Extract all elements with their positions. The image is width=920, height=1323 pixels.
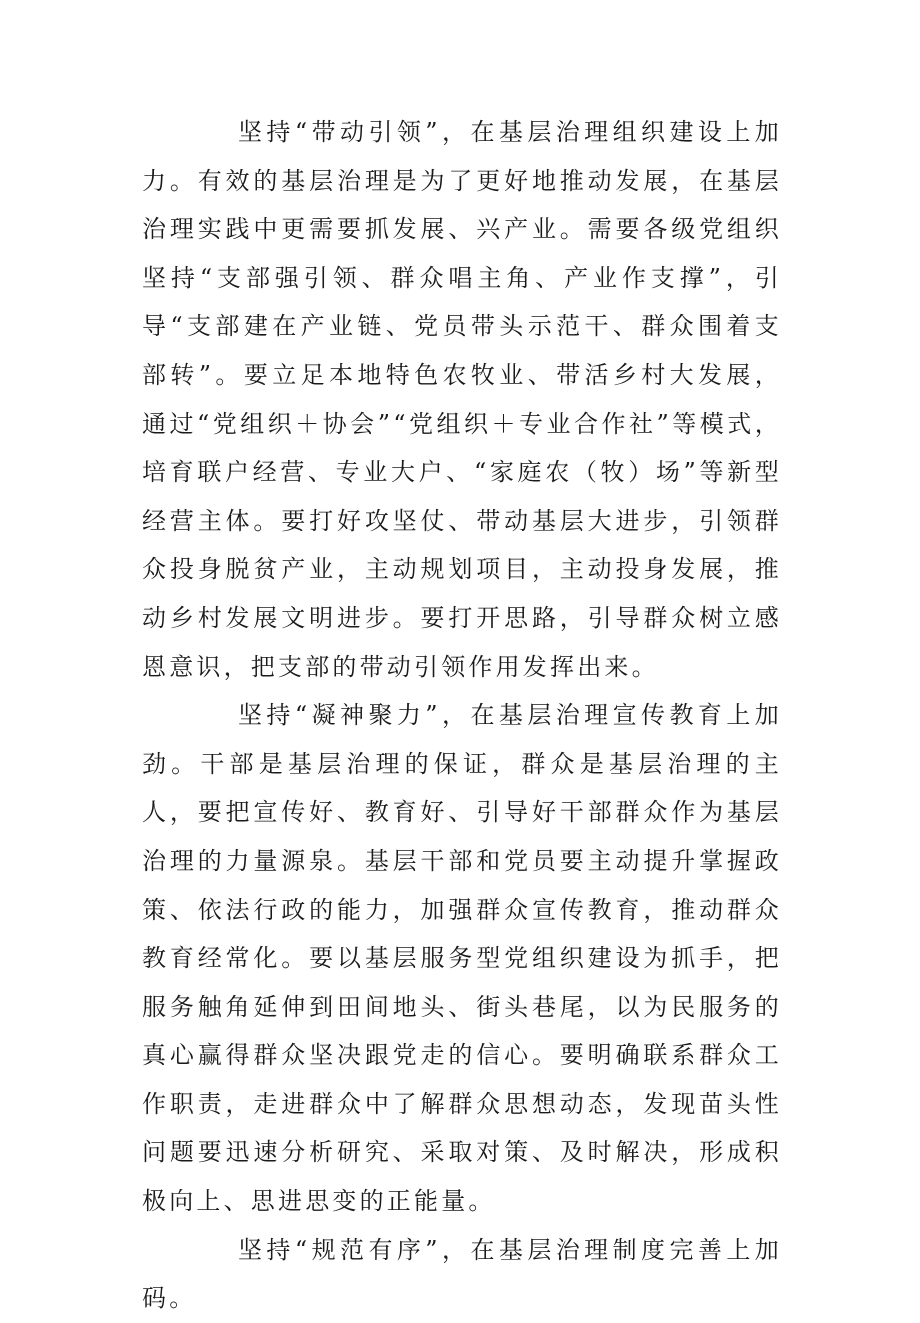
paragraph-education: 坚持“凝神聚力”，在基层治理宣传教育上加劲。干部是基层治理的保证，群众是基层治理的主人，要把宣传好、教育好、引导好干部群众作为基层治理的力量源泉。基层干部和党员要主动提升掌握政策、依法行政的能力，加强群众宣传教育，推动群众教育经常化。要以基层服务型党组织建设为抓手，把服务触角延伸到田间地头、街头巷尾，以为民服务的真心赢得群众坚决跟党走的信心。要明确联系群众工作职责，走进群众中了解群众思想动态，发现苗头性问题要迅速分析研究、采取对策、及时解决，形成积极向上、思进思变的正能量。 — [142, 701, 782, 1216]
document-body — [142, 108, 782, 1323]
paragraph-leadership: 坚持“带动引领”，在基层治理组织建设上加力。有效的基层治理是为了更好地推动发展，在基层治理实践中更需要抓发展、兴产业。需要各级党组织坚持“支部强引领、群众唱主角、产业作支撑”，引导“支部建在产业链、党员带头示范干、群众围着支部转”。要立足本地特色农牧业、带活乡村大发展，通过“党组织＋协会”“党组织＋专业合作社”等模式，培育联户经营、专业大户、“家庭农（牧）场”等新型经营主体。要打好攻坚仗、带动基层大进步，引领群众投身脱贫产业，主动规划项目，主动投身发展，推动乡村发展文明进步。要打开思路，引导群众树立感恩意识，把支部的带动引领作用发挥出来。 — [142, 118, 782, 681]
paragraph-institution: 坚持“规范有序”，在基层治理制度完善上加码。 — [142, 1235, 782, 1313]
